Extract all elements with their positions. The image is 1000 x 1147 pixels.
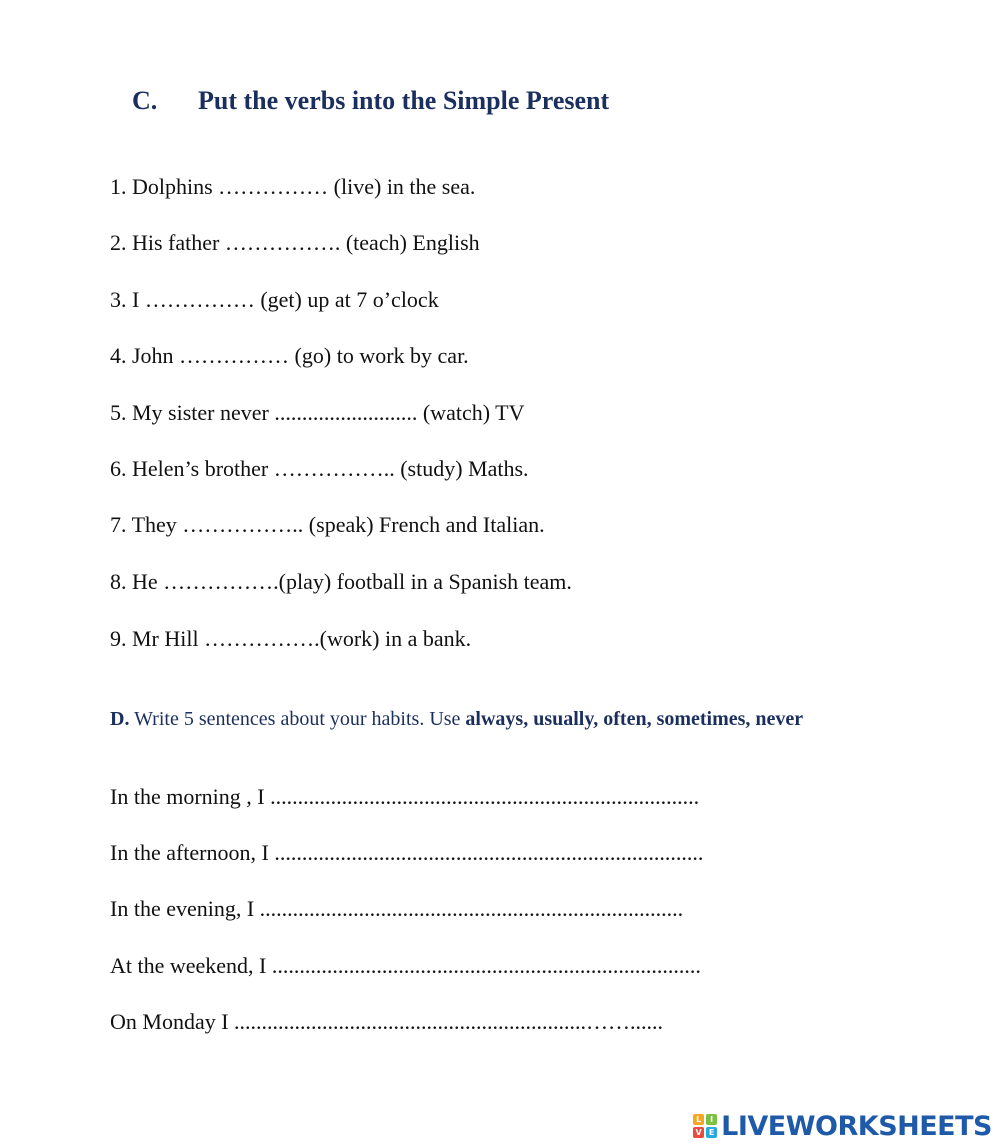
logo-tiles-icon — [693, 1114, 717, 1138]
section-d-heading — [110, 708, 803, 731]
section-c-title: Put the verbs into the Simple Present — [198, 86, 610, 115]
habit-line-monday: On Monday I ................................................................……...... — [110, 1009, 664, 1034]
habit-line-weekend: At the weekend, I .............................................................................. — [110, 953, 701, 978]
exercise-c-item-4: 4. John …………… (go) to work by car. — [110, 343, 469, 368]
logo-tile-v: V — [693, 1127, 704, 1138]
logo-wordmark: LIVEWORKSHEETS — [721, 1110, 992, 1142]
logo-tile-i: I — [706, 1114, 717, 1125]
exercise-c-item-5: 5. My sister never .......................... (watch) TV — [110, 400, 525, 425]
exercise-c-item-2: 2. His father ……………. (teach) English — [110, 230, 480, 255]
section-d-keywords: always, usually, often, sometimes, never — [465, 708, 804, 730]
section-d-letter: D. — [110, 708, 130, 730]
section-c-heading — [132, 86, 609, 116]
exercise-c-item-9: 9. Mr Hill …………….(work) in a bank. — [110, 626, 472, 651]
exercise-c-item-6: 6. Helen’s brother …………….. (study) Maths. — [110, 456, 529, 481]
section-c-letter: C. — [132, 86, 158, 115]
habit-line-morning: In the morning , I .............................................................................. — [110, 784, 700, 809]
exercise-c-item-3: 3. I …………… (get) up at 7 o’clock — [110, 287, 439, 312]
exercise-c-item-8: 8. He …………….(play) football in a Spanish team. — [110, 569, 572, 594]
logo-tile-l: L — [693, 1114, 704, 1125]
section-d-instruction: Write 5 sentences about your habits. Use — [134, 708, 461, 730]
liveworksheets-logo — [693, 1111, 992, 1141]
habit-line-evening: In the evening, I ............................................................................. — [110, 896, 684, 921]
logo-tile-e: E — [706, 1127, 717, 1138]
habit-line-afternoon: In the afternoon, I .............................................................................. — [110, 840, 704, 865]
exercise-c-item-7: 7. They …………….. (speak) French and Italian. — [110, 512, 545, 537]
exercise-c-item-1: 1. Dolphins …………… (live) in the sea. — [110, 174, 476, 199]
